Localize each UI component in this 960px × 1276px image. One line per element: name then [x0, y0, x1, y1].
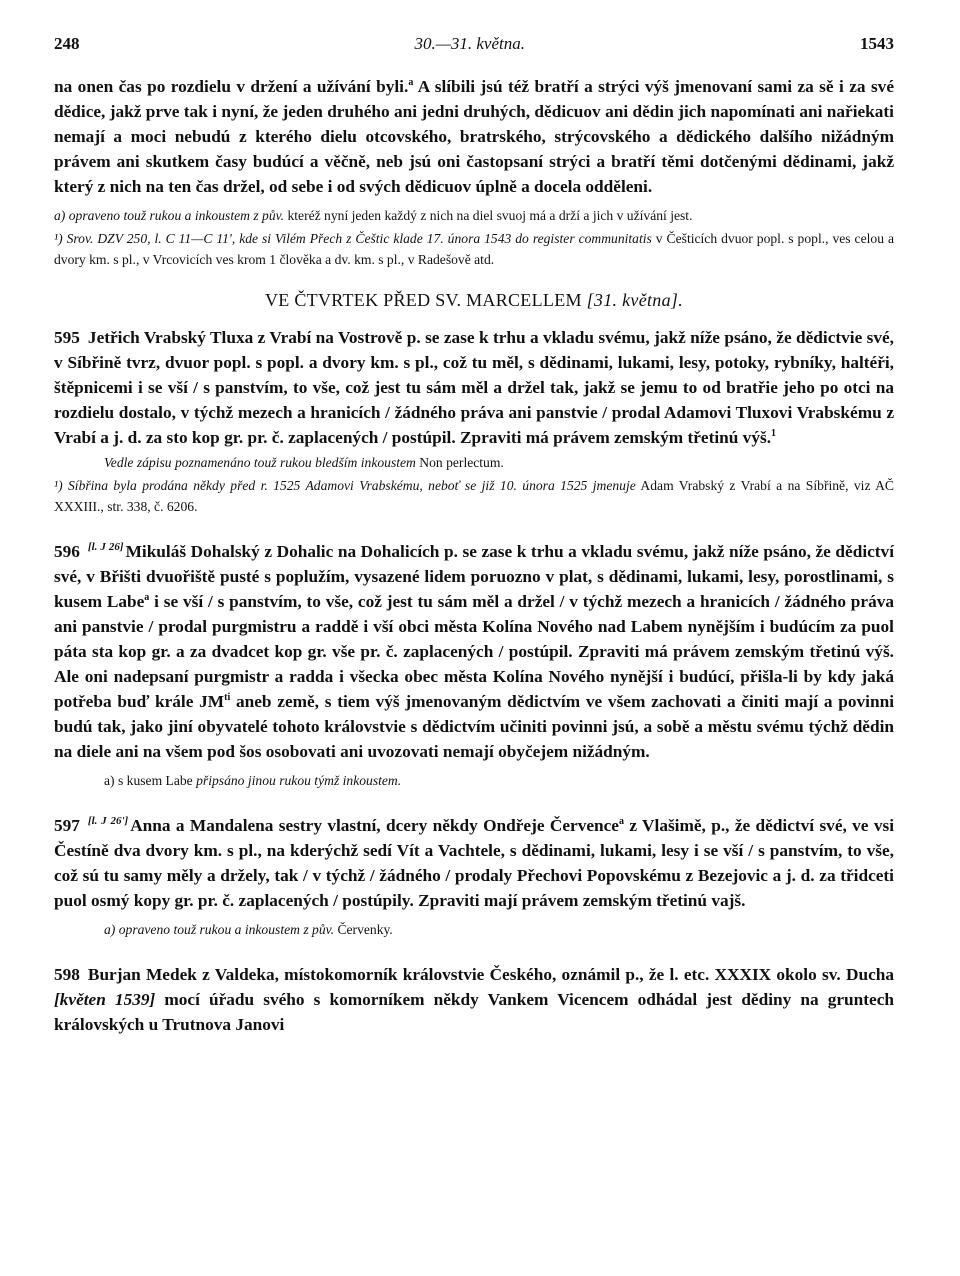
entry-596 — [54, 539, 894, 791]
entry-footnote-a — [54, 919, 894, 940]
entry-595 — [54, 325, 894, 517]
entry-body-2: z Vlašimě, p., že dědictví své, ve vsi Čestíně dva dvory km. s pl., na kderýchž sedí Vít a Vachtele, s dědinami, lukami, lesy i se vší / s panstvím, to vše, což sú tu samy měly a držely, tak / v týchž / žádného / prodaly Přechovi Popovskému z Bezejovic a j. d. za třidceti puol osmý kopy gr. pr. č. zaplacených / postúpily. Zpraviti mají právem zemským třetinú vajš. — [54, 816, 894, 910]
intro-footnote-a-label: a) opraveno touž rukou a inkoustem z pův. — [54, 208, 285, 223]
intro-text-1: na onen čas po rozdielu v držení a užívání byli. — [54, 77, 409, 96]
note-marker-a: a — [408, 77, 414, 89]
footnote-a-label: a) s kusem Labe — [104, 773, 193, 788]
entry-text — [54, 962, 894, 1037]
superscript-ti: ti — [224, 692, 231, 704]
intro-footnote-1-text: v Češticích dvuor popl. s popl., ves celou a dvory km. s pl., v Vrcovicích ves krom 1 člověka a dv. km. s pl., v Radešově atd. — [54, 231, 894, 267]
entry-marginal-note — [54, 452, 894, 473]
entry-footnote-a — [54, 770, 894, 791]
section-heading — [54, 290, 894, 311]
intro-paragraph — [54, 74, 894, 199]
entry-597 — [54, 813, 894, 940]
entry-number: 596 — [54, 542, 80, 561]
entry-body: Burjan Medek z Valdeka, místokomorník královstvie Českého, oznámil p., že l. etc. XXXIX okolo sv. Ducha — [87, 965, 894, 984]
marginal-note-label: Vedle zápisu poznamenáno touž rukou bledším inkoustem — [104, 455, 416, 470]
footnote-a-label: a) opraveno touž rukou a inkoustem z pův. — [104, 922, 335, 937]
entry-number: 598 — [54, 965, 80, 984]
footnote-a-text: Červenky. — [334, 922, 393, 937]
entry-body-3: aneb země, s tiem výš jmenovaným dědictvím ve všem zachovati a činiti mají a povinni budú tak, jako jiní obyvatelé tohoto královstvie s dědictvím učiniti povinni jsú, a sobě a městu svému týchž dědin na diele ani na všem pod šos osobovati ani uvozovati nemají obyčejem nižádným. — [54, 692, 894, 761]
section-heading-date: [31. května]. — [586, 290, 683, 310]
running-title: 30.—31. května. — [414, 34, 525, 53]
footnote-a-text: připsáno jinou rukou týmž inkoustem. — [192, 773, 402, 788]
page-number: 248 — [54, 34, 80, 53]
intro-footnote-a — [54, 205, 894, 226]
entry-body: Jetřich Vrabský Tluxa z Vrabí na Vostrově p. se zase k trhu a vkladu svému, jakž níže psáno, že dědictvie své, v Síbřině tvrz, dvuor popl. s popl. a dvory km. s pl., což tu měl, s dědinami, lukami, lesy, potoky, rybníky, haltéři, štěpnicemi i se vší / s panstvím, to vše, což jest tu sám měl a držel tak, jakž se jemu to od bratřie jeho po otci na rozdielu dostalo, v týchž mezech a hranicích / žádného práva ani panstvie / prodal Adamovi Tluxovi Vrabskému z Vrabí a j. d. za sto kop gr. pr. č. zaplacených / postúpil. Zpraviti má právem zemským třetinú výš. — [54, 328, 894, 447]
intro-text-2: A slíbili jsú též bratří a strýci výš jmenovaní sami za sě i za své dědice, jakž prve tak i nyní, že jeden druhého ani jedni druhých, dědicuov ani dědin jich napomínati ani nařiekati nemají a moci nebudú z kterého dielu otcovského, bratrského, strýcovského a dědického dalšího nižádným právem ani skutkem časy budúcí a věčně, neb jsú oni častopsaní strýci a bratří těmi dotčenými dědinami, jakž který z nich na ten čas držel, od sebe i od svých dědicuov úplně a docela odděleni. — [54, 77, 894, 196]
entry-text — [54, 813, 894, 913]
note-marker-a: a — [618, 816, 624, 828]
section-heading-text: VE ČTVRTEK PŘED SV. MARCELLEM — [264, 290, 582, 310]
intro-footnote-a-text: kteréž nyní jeden každý z nich na diel svuoj má a drží a jich v užívání jest. — [284, 208, 693, 223]
footnote-1-label: ¹) Síbřina byla prodána někdy před r. 1525 Adamovi Vrabskému, neboť se již 10. února 1525 jmenuje — [54, 478, 636, 493]
entry-body: Mikuláš Dohalský z Dohalic na Dohalicích p. se zase k trhu a vkladu svému, jakž níže psáno, že dědictví své, v Břišti dvuořiště pusté s poplužím, vysazené lidem poruozno v plat, s dědinami, lukami, lesy, porostlinami, s kusem Labe — [54, 542, 894, 611]
entry-text — [54, 325, 894, 450]
entry-number: 595 — [54, 328, 80, 347]
folio-reference: [l. J 26'] — [87, 815, 129, 828]
entry-598 — [54, 962, 894, 1037]
entry-text — [54, 539, 894, 764]
entry-date: [květen 1539] — [54, 990, 156, 1009]
entry-body: Anna a Mandalena sestry vlastní, dcery někdy Ondřeje Července — [130, 816, 619, 835]
entry-body-2: i se vší / s panstvím, to vše, což jest tu sám měl a držel / v týchž mezech a hranicích / žádného práva ani panstvie / prodal purgmistru a raddě i vší obci města Kolína Nového nad Labem nynějším i budúcím za puol páta sta kop gr. a za dvadcet kop gr. vše pr. č. zaplacených / postúpil. Zpraviti má právem zemským třetinú výš. Ale oni nadepsaní purgmistr a radda i všecka obec města Kolína Nového nynější i budúcí, přišla-li by kdy jaká potřeba buď krále JM — [54, 592, 894, 711]
folio-reference: [l. J 26] — [87, 541, 124, 554]
marginal-note-text: Non perlectum. — [415, 455, 504, 470]
note-marker-1: 1 — [771, 428, 777, 440]
running-head — [54, 34, 894, 64]
year-label: 1543 — [859, 34, 894, 53]
entry-body-2: mocí úřadu svého s komorníkem někdy Vankem Vicencem odhádal jest dědiny na gruntech královských u Trutnova Janovi — [54, 990, 894, 1034]
footnote-1-text: Adam Vrabský z Vrabí a na Síbřině, viz AČ XXXIII., str. 338, č. 6206. — [54, 478, 895, 514]
entry-number: 597 — [54, 816, 80, 835]
note-marker-a: a — [144, 592, 150, 604]
entry-footnote-1 — [54, 475, 894, 517]
intro-footnote-1-label: ¹) Srov. DZV 250, l. C 11—C 11', kde si Vilém Přech z Češtic klade 17. února 1543 do register communitatis — [54, 231, 652, 246]
intro-footnote-1 — [54, 228, 894, 270]
